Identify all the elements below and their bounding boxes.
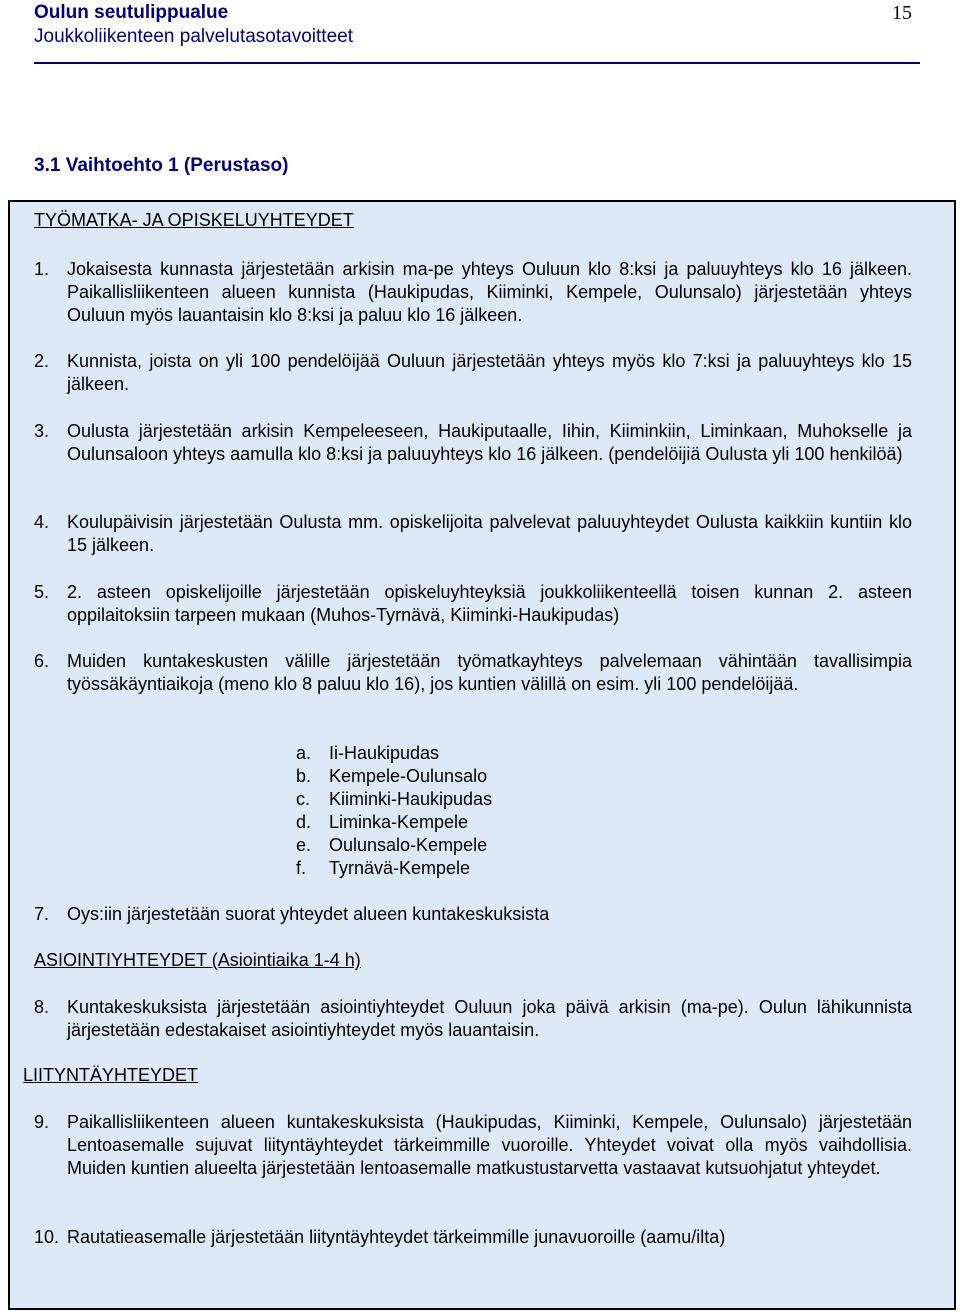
- page-number: 15: [892, 2, 912, 24]
- sub-item-text: Ii-Haukipudas: [329, 743, 440, 763]
- sub-item-letter: c.: [296, 789, 311, 809]
- sub-item-letter: f.: [296, 858, 307, 878]
- item-number: 8.: [34, 997, 50, 1017]
- sub-item-text: Kiiminki-Haukipudas: [329, 789, 493, 809]
- item-text: Paikallisliikenteen alueen kuntakeskuksista (Haukipudas, Kiiminki, Kempele, Oulunsalo) järjestetään Lentoasemalle sujuvat liityntäyhteydet tärkeimmille vuoroille. Yhteydet voivat olla myös vaihdollisia. Muiden kuntien alueelta järjestetään lentoasemalle matkustustarvetta vastaavat kutsuohjatut yhteydet.: [67, 1112, 912, 1178]
- item-number: 1.: [34, 259, 50, 279]
- item-number: 7.: [34, 904, 50, 924]
- sub-item-text: Kempele-Oulunsalo: [329, 766, 488, 786]
- header-divider: [34, 62, 920, 64]
- item-text: Jokaisesta kunnasta järjestetään arkisin ma-pe yhteys Ouluun klo 8:ksi ja paluuyhteys klo 16 jälkeen. Paikallisliikenteen alueen kunnista (Haukipudas, Kiiminki, Kempele, Oulunsalo) järjestetään yhteys Ouluun myös lauantaisin klo 8:ksi ja paluu klo 16 jälkeen.: [67, 259, 912, 325]
- header-subtitle: Joukkoliikenteen palvelutasotavoitteet: [34, 26, 353, 47]
- item-number: 9.: [34, 1112, 50, 1132]
- sub-item-d: [296, 811, 468, 834]
- sub-item-f: [296, 857, 470, 880]
- item-text: Kuntakeskuksista järjestetään asiointiyhteydet Ouluun joka päivä arkisin (ma-pe). Oulun lähikunnista järjestetään edestakaiset asiointiyhteydet myös lauantaisin.: [67, 997, 912, 1040]
- heading-feeder: LIITYNTÄYHTEYDET: [23, 1065, 199, 1085]
- sub-item-text: Liminka-Kempele: [329, 812, 469, 832]
- sub-item-text: Oulunsalo-Kempele: [329, 835, 488, 855]
- heading-work-study: TYÖMATKA- JA OPISKELUYHTEYDET: [34, 210, 354, 230]
- item-text: 2. asteen opiskelijoille järjestetään opiskeluyhteyksiä joukkoliikenteellä toisen kunnan 2. asteen oppilaitoksiin tarpeen mukaan (Muhos-Tyrnävä, Kiiminki-Haukipudas): [67, 582, 912, 625]
- sub-item-b: [296, 765, 487, 788]
- item-number: 6.: [34, 651, 50, 671]
- item-number: 2.: [34, 351, 50, 371]
- sub-item-letter: e.: [296, 835, 312, 855]
- section-title: 3.1 Vaihtoehto 1 (Perustaso): [34, 155, 289, 176]
- item-number: 3.: [34, 421, 50, 441]
- item-number: 5.: [34, 582, 50, 602]
- item-text: Koulupäivisin järjestetään Oulusta mm. opiskelijoita palvelevat paluuyhteydet Oulusta kaikkiin kuntiin klo 15 jälkeen.: [67, 512, 912, 555]
- item-text: Muiden kuntakeskusten välille järjestetään työmatkayhteys palvelemaan vähintään tavallisimpia työssäkäyntiaikoja (meno klo 8 paluu klo 16), jos kuntien välillä on esim. yli 100 pendelöijää.: [67, 651, 912, 694]
- item-text: Rautatieasemalle järjestetään liityntäyhteydet tärkeimmille junavuoroille (aamu/ilta): [67, 1227, 726, 1247]
- item-text: Oys:iin järjestetään suorat yhteydet alueen kuntakeskuksista: [67, 904, 550, 924]
- item-text: Oulusta järjestetään arkisin Kempeleeseen, Haukiputaalle, Iihin, Kiiminkiin, Liminkaan, Muhokselle ja Oulunsaloon yhteys aamulla klo 8:ksi ja paluuyhteys klo 16 jälkeen. (pendelöijiä Oulusta yli 100 henkilöä): [67, 421, 912, 464]
- sub-item-letter: d.: [296, 812, 312, 832]
- sub-item-letter: b.: [296, 766, 312, 786]
- header-title: Oulun seutulippualue: [34, 2, 229, 23]
- sub-item-e: [296, 834, 487, 857]
- sub-item-c: [296, 788, 492, 811]
- sub-item-letter: a.: [296, 743, 312, 763]
- item-number: 10.: [34, 1227, 60, 1247]
- heading-errands: ASIOINTIYHTEYDET (Asiointiaika 1-4 h): [34, 950, 361, 970]
- sub-item-text: Tyrnävä-Kempele: [329, 858, 471, 878]
- sub-item-a: [296, 742, 439, 765]
- item-text: Kunnista, joista on yli 100 pendelöijää Ouluun järjestetään yhteys myös klo 7:ksi ja paluuyhteys klo 15 jälkeen.: [67, 351, 912, 394]
- item-number: 4.: [34, 512, 50, 532]
